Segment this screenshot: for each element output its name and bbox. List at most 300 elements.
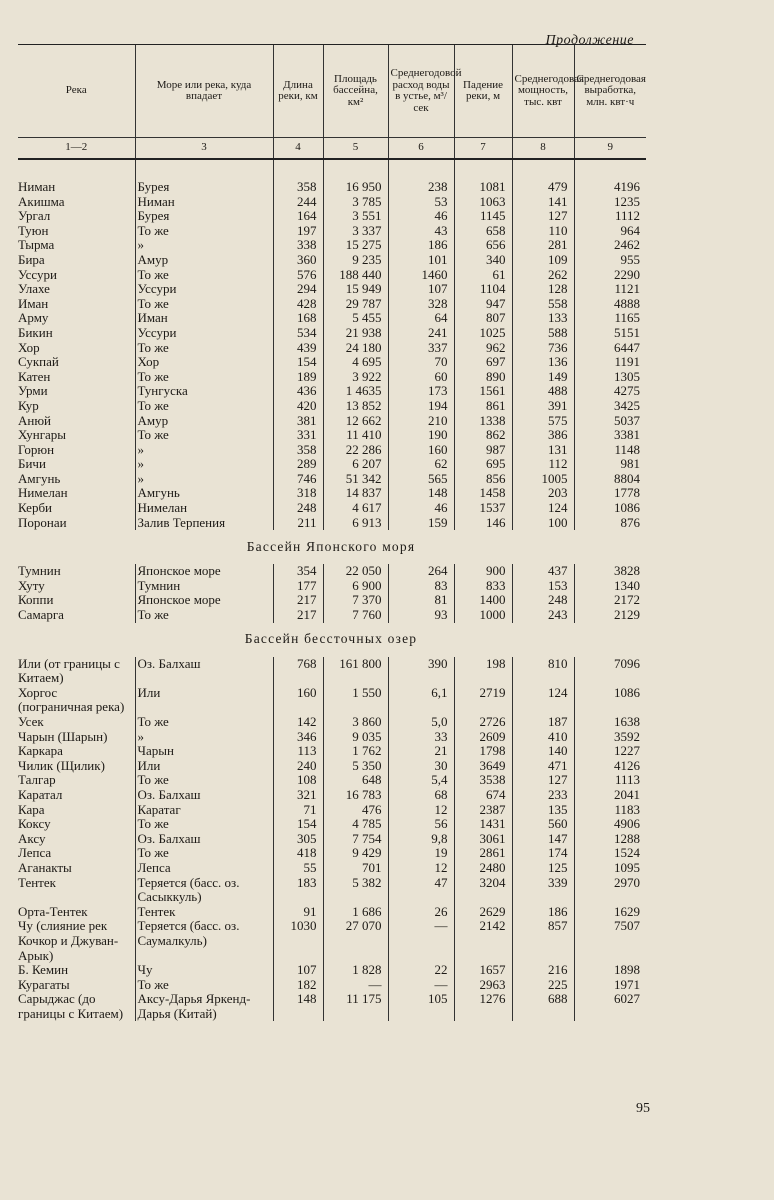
river-name: Акишма [18,193,65,209]
river-name: Лепса [18,845,52,861]
numeric-cell: 12 [388,803,454,818]
numeric-cell: 11 175 [323,992,388,1021]
numeric-cell: 7 370 [323,593,388,608]
numeric-cell: 128 [512,282,574,297]
table-row [18,472,646,487]
numeric-cell: 1095 [574,861,646,876]
mouth-name: Хор [135,355,273,370]
mouth-name: То же [135,297,273,312]
numeric-cell: 70 [388,355,454,370]
table-row [18,803,646,818]
river-name: Чилик (Щилик) [18,757,105,773]
numeric-cell: 6,1 [388,686,454,715]
numeric-cell: 354 [273,564,323,579]
numeric-cell: 3 922 [323,370,388,385]
numeric-cell: 47 [388,876,454,905]
table-row [18,919,646,963]
numeric-cell: 294 [273,282,323,297]
numeric-cell: 3 337 [323,224,388,239]
numeric-cell: 476 [323,803,388,818]
numeric-cell: 12 [388,861,454,876]
numeric-cell: 142 [273,715,323,730]
mouth-name: Бурея [135,209,273,224]
mouth-name: То же [135,428,273,443]
numeric-cell: 248 [273,501,323,516]
numeric-cell: 289 [273,457,323,472]
numeric-cell: 339 [512,876,574,905]
river-name: Бира [18,251,45,267]
numeric-cell: 1400 [454,593,512,608]
numeric-cell: 418 [273,846,323,861]
numeric-cell: 656 [454,238,512,253]
numeric-cell: 5 382 [323,876,388,905]
mouth-name: Амур [135,253,273,268]
table-row [18,443,646,458]
numeric-cell: 19 [388,846,454,861]
mouth-name: То же [135,268,273,283]
numeric-cell: 3204 [454,876,512,905]
numeric-cell: 857 [512,919,574,963]
river-name: Поронаи [18,514,67,530]
numeric-cell: 62 [388,457,454,472]
numeric-cell: 658 [454,224,512,239]
numeric-cell: 3 785 [323,195,388,210]
page-number: 95 [636,1101,650,1116]
numeric-cell: 186 [512,905,574,920]
numeric-cell: 1305 [574,370,646,385]
numeric-cell: 6 913 [323,516,388,531]
numeric-cell: 338 [273,238,323,253]
numeric-cell: 9 235 [323,253,388,268]
mouth-name: Иман [135,311,273,326]
numeric-cell: 3381 [574,428,646,443]
mouth-name: Залив Терпения [135,516,273,531]
numeric-cell: 1288 [574,832,646,847]
river-name: Амгунь [18,470,61,486]
table-row [18,905,646,920]
numeric-cell: 575 [512,414,574,429]
numeric-cell: 1898 [574,963,646,978]
numeric-cell: 8804 [574,472,646,487]
river-name: Кур [18,397,39,413]
numeric-cell: 2629 [454,905,512,920]
header-discharge: Среднегодовой расход воды в устье, м³/сек [388,45,454,138]
numeric-cell: 1 686 [323,905,388,920]
numeric-cell: 243 [512,608,574,623]
mouth-name: Лепса [135,861,273,876]
river-name: Чу (слияние рек Кочкор и Джуван-Арык) [18,918,119,963]
river-name: Нимелан [18,485,68,501]
numeric-cell: 331 [273,428,323,443]
numeric-cell: 701 [323,861,388,876]
numeric-cell: 1121 [574,282,646,297]
numeric-cell: 153 [512,579,574,594]
numeric-cell: 736 [512,341,574,356]
numeric-cell: 2726 [454,715,512,730]
river-name: Чарын (Шарын) [18,728,108,744]
numeric-cell: 862 [454,428,512,443]
numeric-cell: 697 [454,355,512,370]
numeric-cell: 2172 [574,593,646,608]
numeric-cell: 182 [273,978,323,993]
numeric-cell: 173 [388,384,454,399]
numeric-cell: 113 [273,744,323,759]
numeric-cell: 248 [512,593,574,608]
numeric-cell: 856 [454,472,512,487]
numeric-cell: 189 [273,370,323,385]
numeric-cell: 2480 [454,861,512,876]
numeric-cell: 2861 [454,846,512,861]
river-name: Ниман [18,179,56,194]
numeric-cell: 127 [512,773,574,788]
numeric-cell: 11 410 [323,428,388,443]
numeric-cell: 21 938 [323,326,388,341]
numeric-cell: 187 [512,715,574,730]
river-name: Тырма [18,237,55,253]
numeric-cell: 5037 [574,414,646,429]
numeric-cell: 588 [512,326,574,341]
mouth-name: Каратаг [135,803,273,818]
numeric-cell: 15 949 [323,282,388,297]
mouth-name: Нимелан [135,501,273,516]
table-row [18,224,646,239]
river-name: Улахе [18,281,50,297]
numeric-cell: 328 [388,297,454,312]
numeric-cell: 1086 [574,501,646,516]
numeric-cell: 2129 [574,608,646,623]
numeric-cell: 2142 [454,919,512,963]
numeric-cell: 101 [388,253,454,268]
numeric-cell: 64 [388,311,454,326]
numeric-cell: 109 [512,253,574,268]
numeric-cell: 68 [388,788,454,803]
header-power: Среднегодовая мощность, тыс. квт [512,45,574,138]
column-number: 5 [323,138,388,160]
numeric-cell: 3592 [574,730,646,745]
numeric-cell: 22 [388,963,454,978]
table-row [18,209,646,224]
numeric-cell: 60 [388,370,454,385]
river-name: Горюн [18,441,55,457]
table-row [18,384,646,399]
numeric-cell: 135 [512,803,574,818]
numeric-cell: 4275 [574,384,646,399]
numeric-cell: 55 [273,861,323,876]
numeric-cell: 1112 [574,209,646,224]
numeric-cell: 29 787 [323,297,388,312]
numeric-cell: 56 [388,817,454,832]
river-name: Тентек [18,874,56,890]
numeric-cell: 2719 [454,686,512,715]
numeric-cell: 7 754 [323,832,388,847]
numeric-cell: 6 900 [323,579,388,594]
table-row [18,282,646,297]
numeric-cell: 410 [512,730,574,745]
numeric-cell: 91 [273,905,323,920]
numeric-cell: 420 [273,399,323,414]
numeric-cell: 7096 [574,657,646,686]
numeric-cell: 177 [273,579,323,594]
numeric-cell: 1638 [574,715,646,730]
numeric-cell: 6 207 [323,457,388,472]
numeric-cell: 183 [273,876,323,905]
numeric-cell: 890 [454,370,512,385]
numeric-cell: 962 [454,341,512,356]
numeric-cell: 3828 [574,564,646,579]
mouth-name: То же [135,978,273,993]
numeric-cell: 1063 [454,195,512,210]
numeric-cell: 1148 [574,443,646,458]
river-name: Коксу [18,816,51,832]
numeric-cell: 107 [388,282,454,297]
numeric-cell: 2609 [454,730,512,745]
numeric-cell: 4 617 [323,501,388,516]
numeric-cell: 1104 [454,282,512,297]
table-row [18,657,646,686]
numeric-cell: 24 180 [323,341,388,356]
numeric-cell: 190 [388,428,454,443]
table-row [18,579,646,594]
table-row [18,686,646,715]
mouth-name: Аксу-Дарья Яркенд-Дарья (Китай) [135,992,273,1021]
numeric-cell: 159 [388,516,454,531]
numeric-cell: 479 [512,180,574,195]
numeric-cell: 124 [512,501,574,516]
numeric-cell: 674 [454,788,512,803]
numeric-cell: 53 [388,195,454,210]
mouth-name: Уссури [135,282,273,297]
numeric-cell: 16 783 [323,788,388,803]
table-row [18,773,646,788]
numeric-cell: 140 [512,744,574,759]
numeric-cell: 1537 [454,501,512,516]
numeric-cell: 16 950 [323,180,388,195]
river-name: Урми [18,383,48,399]
numeric-cell: 197 [273,224,323,239]
numeric-cell: 33 [388,730,454,745]
numeric-cell: 146 [454,516,512,531]
mouth-name: Оз. Балхаш [135,788,273,803]
river-name: Ургал [18,208,51,224]
rivers-table [18,44,646,1021]
numeric-cell: 15 275 [323,238,388,253]
column-number: 9 [574,138,646,160]
numeric-cell: 1340 [574,579,646,594]
column-number: 8 [512,138,574,160]
mouth-name: Тумнин [135,579,273,594]
river-name: Каркара [18,743,63,759]
table-row [18,253,646,268]
river-name: Аганакты [18,859,72,875]
table-row [18,341,646,356]
numeric-cell: 110 [512,224,574,239]
numeric-cell: 9 035 [323,730,388,745]
numeric-cell: 428 [273,297,323,312]
numeric-cell: 125 [512,861,574,876]
column-number-row [18,138,646,160]
numeric-cell: 233 [512,788,574,803]
numeric-cell: 1113 [574,773,646,788]
numeric-cell: 1183 [574,803,646,818]
table-row [18,355,646,370]
mouth-name: » [135,472,273,487]
numeric-cell: 565 [388,472,454,487]
table-row [18,297,646,312]
mouth-name: То же [135,817,273,832]
numeric-cell: 390 [388,657,454,686]
numeric-cell: 149 [512,370,574,385]
section-title: Бассейн Японского моря [246,538,416,554]
numeric-cell: 148 [273,992,323,1021]
numeric-cell: 1629 [574,905,646,920]
numeric-cell: 810 [512,657,574,686]
numeric-cell: 262 [512,268,574,283]
numeric-cell: 133 [512,311,574,326]
mouth-name: Или [135,759,273,774]
numeric-cell: 1460 [388,268,454,283]
numeric-cell: 381 [273,414,323,429]
numeric-cell: 861 [454,399,512,414]
mouth-name: Чарын [135,744,273,759]
numeric-cell: 4126 [574,759,646,774]
numeric-cell: 93 [388,608,454,623]
mouth-name: То же [135,773,273,788]
numeric-cell: 305 [273,832,323,847]
numeric-cell: 688 [512,992,574,1021]
table-row [18,486,646,501]
numeric-cell: 1235 [574,195,646,210]
river-name: Керби [18,500,53,516]
river-name: Хор [18,339,40,355]
numeric-cell: 1778 [574,486,646,501]
header-mouth: Море или река, куда впадает [135,45,273,138]
numeric-cell: 386 [512,428,574,443]
river-name: Коппи [18,592,54,608]
numeric-cell: 127 [512,209,574,224]
mouth-name: Тентек [135,905,273,920]
numeric-cell: 746 [273,472,323,487]
numeric-cell: 141 [512,195,574,210]
continuation-label: Продолжение [545,33,634,48]
table-row [18,564,646,579]
numeric-cell: 210 [388,414,454,429]
numeric-cell: 194 [388,399,454,414]
numeric-cell: 955 [574,253,646,268]
numeric-cell: 1524 [574,846,646,861]
numeric-cell: 833 [454,579,512,594]
numeric-cell: 576 [273,268,323,283]
table-row [18,832,646,847]
river-name: Каратал [18,786,63,802]
numeric-cell: 3061 [454,832,512,847]
table-row [18,180,646,195]
table-row [18,238,646,253]
numeric-cell: 340 [454,253,512,268]
mouth-name: » [135,457,273,472]
numeric-cell: 1 4635 [323,384,388,399]
mouth-name: Амур [135,414,273,429]
table-row [18,608,646,623]
numeric-cell: — [323,978,388,993]
numeric-cell: 3538 [454,773,512,788]
numeric-cell: 4196 [574,180,646,195]
header-length: Длина реки, км [273,45,323,138]
river-name: Уссури [18,266,57,282]
river-name: Б. Кемин [18,962,69,978]
table-row [18,370,646,385]
numeric-cell: 148 [388,486,454,501]
numeric-cell: 147 [512,832,574,847]
numeric-cell: 695 [454,457,512,472]
numeric-cell: 244 [273,195,323,210]
table-row [18,730,646,745]
numeric-cell: 1 762 [323,744,388,759]
mouth-name: То же [135,608,273,623]
numeric-cell: 6027 [574,992,646,1021]
table-row [18,501,646,516]
mouth-name: » [135,238,273,253]
numeric-cell: 71 [273,803,323,818]
table-row [18,963,646,978]
table-row [18,978,646,993]
numeric-cell: 321 [273,788,323,803]
numeric-cell: 488 [512,384,574,399]
numeric-cell: 1165 [574,311,646,326]
numeric-cell: 2963 [454,978,512,993]
river-name: Или (от границы с Китаем) [18,655,120,686]
numeric-cell: 22 050 [323,564,388,579]
numeric-cell: 2970 [574,876,646,905]
numeric-cell: 81 [388,593,454,608]
numeric-cell: 1971 [574,978,646,993]
numeric-cell: 7507 [574,919,646,963]
numeric-cell: 168 [273,311,323,326]
table-row [18,992,646,1021]
column-number: 7 [454,138,512,160]
numeric-cell: 1798 [454,744,512,759]
numeric-cell: 2462 [574,238,646,253]
header-output: Среднегодовая выработка, млн. квт·ч [574,45,646,138]
mouth-name: Теряется (басс. оз. Саумалкуль) [135,919,273,963]
numeric-cell: 5 455 [323,311,388,326]
numeric-cell: 136 [512,355,574,370]
numeric-cell: — [388,919,454,963]
numeric-cell: 391 [512,399,574,414]
numeric-cell: 27 070 [323,919,388,963]
numeric-cell: 900 [454,564,512,579]
mouth-name: Уссури [135,326,273,341]
table-row [18,428,646,443]
river-name: Хоргос (пограничная река) [18,684,125,715]
river-name: Курагаты [18,976,70,992]
river-name: Туюн [18,222,49,238]
numeric-cell: 876 [574,516,646,531]
river-name: Сарыджас (до границы с Китаем) [18,991,124,1021]
mouth-name: Чу [135,963,273,978]
table-row [18,715,646,730]
river-name: Кара [18,801,45,817]
numeric-cell: 160 [273,686,323,715]
river-name: Усек [18,714,44,729]
mouth-name: Оз. Балхаш [135,657,273,686]
numeric-cell: 154 [273,817,323,832]
numeric-cell: 1458 [454,486,512,501]
mouth-name: То же [135,224,273,239]
numeric-cell: 1227 [574,744,646,759]
numeric-cell: 264 [388,564,454,579]
river-name: Тумнин [18,563,61,579]
column-number: 3 [135,138,273,160]
